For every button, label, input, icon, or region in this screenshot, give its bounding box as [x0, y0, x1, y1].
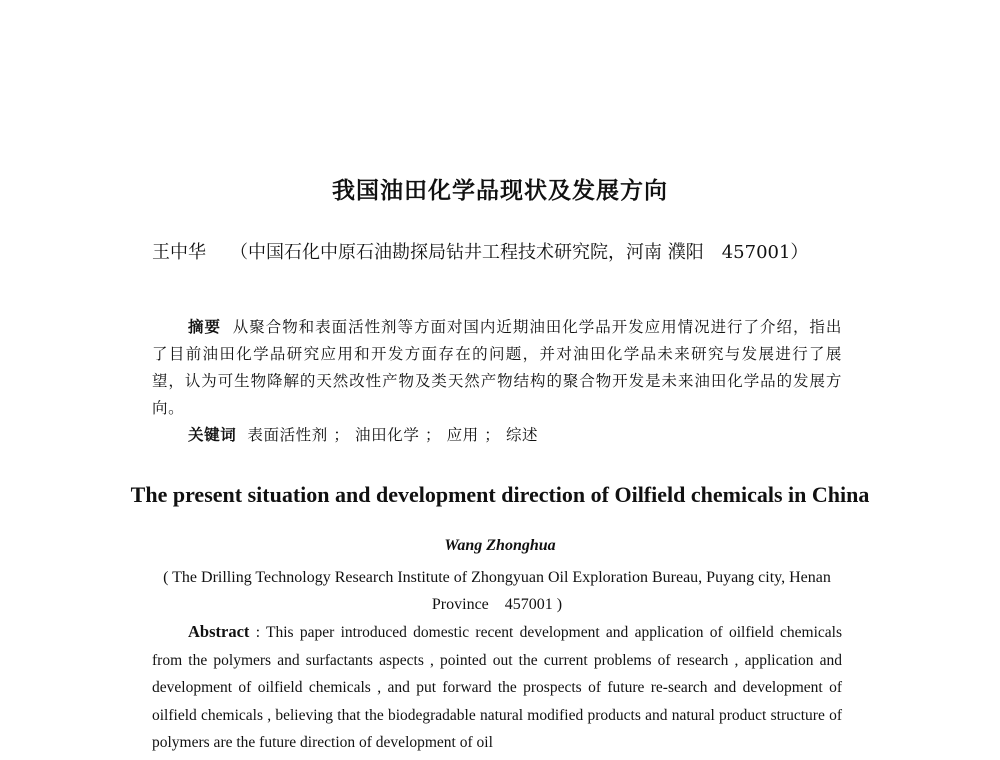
chinese-abstract-text: 从聚合物和表面活性剂等方面对国内近期油田化学品开发应用情况进行了介绍，指出了目前油田化学品研究应用和开发方面存在的问题，并对油田化学品未来研究与发展进行了展望，认为可生物降解的天然改性产物及类天然产物结构的聚合物开发是未来油田化学品的发展方向。: [152, 318, 842, 417]
chinese-keywords-label: 关键词: [188, 426, 237, 444]
chinese-title: 我国油田化学品现状及发展方向: [332, 178, 668, 204]
chinese-keywords-text: 表面活性剂 ； 油田化学 ； 应用 ； 综述: [247, 426, 539, 444]
english-abstract-label: Abstract: [188, 622, 250, 641]
chinese-abstract-label: 摘要: [188, 318, 221, 336]
english-affiliation: ( The Drilling Technology Research Institute of Zhongyuan Oil Exploration Bureau, Puyang city, Henan Province 457001 ): [163, 569, 831, 613]
english-abstract-text: : This paper introduced domestic recent development and application of oilfield chemicals from the polymers and surfactants aspects , pointed out the current problems of research , application and development of oilfield chemicals , and put forward the prospects of future re-search and development of oilfield chemicals , believing that the biodegradable natural modified products and natural product structure of polymers are the future direction of development of oil: [152, 624, 842, 751]
chinese-affiliation: （中国石化中原石油勘探局钻井工程技术研究院，河南 濮阳 457001）: [230, 242, 809, 263]
chinese-keywords: [152, 422, 878, 449]
english-author: Wang Zhonghua: [444, 537, 556, 554]
chinese-author-line: [152, 238, 808, 264]
english-title: The present situation and development direction of Oilfield chemicals in China: [130, 482, 870, 507]
chinese-abstract: [152, 314, 842, 422]
english-abstract: [152, 618, 842, 757]
chinese-author-name: 王中华: [152, 242, 206, 263]
